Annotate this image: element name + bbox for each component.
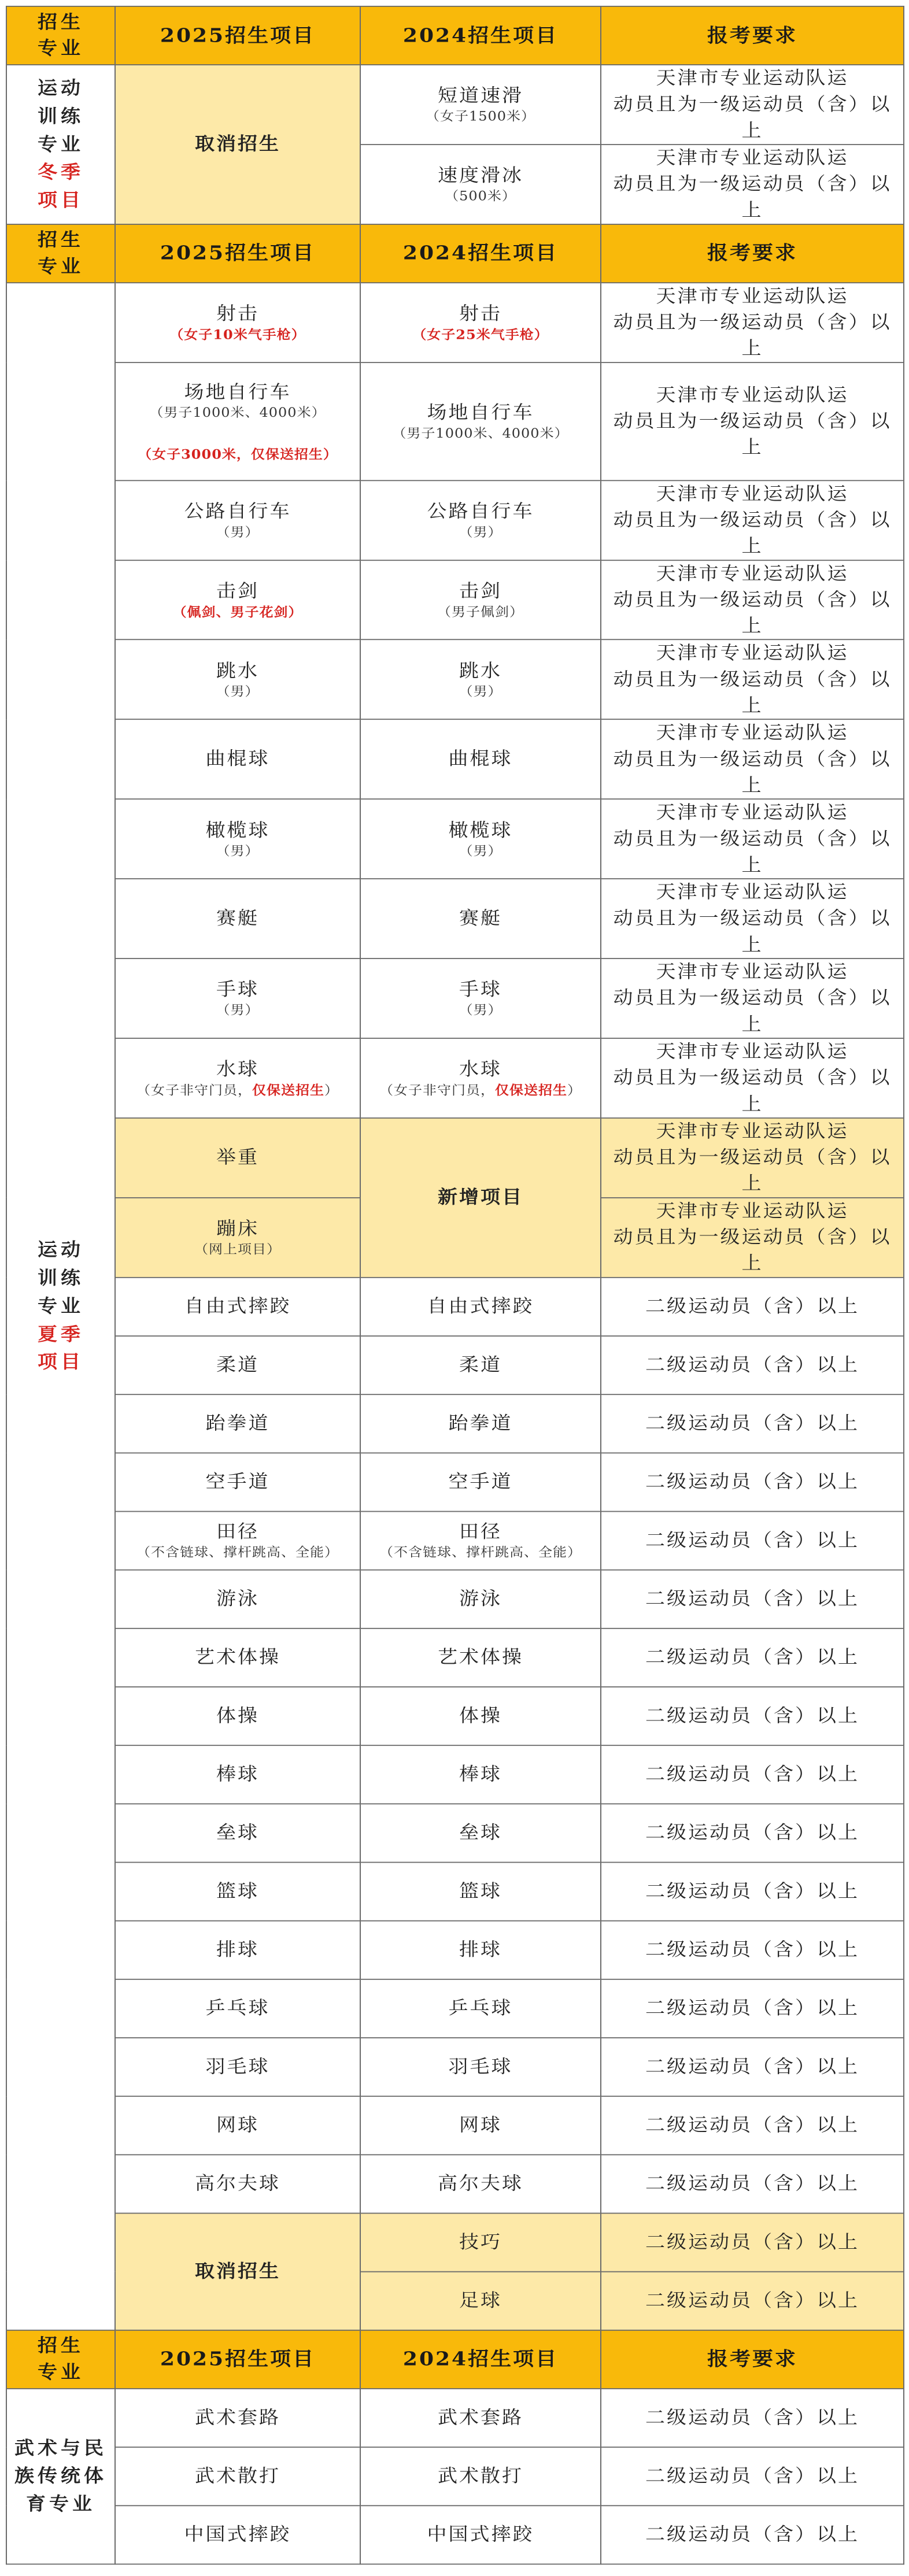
note-text: （男子1000米、4000米） [392, 425, 569, 441]
project-2024 [360, 879, 601, 958]
major-category-line: 训练 [38, 1267, 84, 1289]
project-note [118, 405, 357, 421]
note-text: （女子10米气手枪） [169, 327, 306, 343]
table-row [6, 2096, 904, 2155]
project-name: 中国式摔跤 [184, 2523, 291, 2545]
major-category-line: 项目 [38, 190, 84, 211]
table-row [6, 2505, 904, 2564]
note-end: ） [567, 1082, 582, 1098]
project-note [363, 1002, 598, 1019]
project-name: 击剑 [459, 580, 502, 602]
project-name: 垒球 [459, 1822, 502, 1844]
header-row [6, 6, 904, 65]
project-note [363, 188, 598, 205]
note-text: （男） [459, 1002, 502, 1018]
project-2025 [115, 1979, 360, 2037]
project-2025 [115, 799, 360, 879]
note-text: （男） [459, 843, 502, 858]
major-category-line: 夏季 [38, 1323, 84, 1345]
project-2025 [115, 720, 360, 800]
requirement: 二级运动员（含）以上 [601, 1394, 904, 1453]
project-2024 [360, 2096, 601, 2155]
project-name: 艺术体操 [438, 1646, 523, 1668]
project-name: 射击 [459, 303, 502, 325]
project-2024 [360, 1628, 601, 1686]
requirement: 二级运动员（含）以上 [601, 1804, 904, 1862]
header-major [6, 224, 115, 283]
project-2024 [360, 2038, 601, 2096]
requirement: 二级运动员（含）以上 [601, 1920, 904, 1979]
project-note [363, 109, 598, 125]
project-2024 [360, 720, 601, 800]
requirement: 二级运动员（含）以上 [601, 2096, 904, 2155]
project-name: 篮球 [459, 1880, 502, 1902]
note-text: （不含链球、撑杆跳高、全能） [136, 1545, 339, 1560]
requirement: 天津市专业运动队运 动员且为一级运动员（含）以上 [601, 362, 904, 480]
project-2025 [115, 1118, 360, 1198]
project-2024 [360, 640, 601, 720]
project-2024 [360, 1979, 601, 2037]
project-name: 网球 [216, 2114, 259, 2135]
project-name: 举重 [216, 1146, 259, 1168]
project-2024 [360, 1804, 601, 1862]
project-note [118, 1544, 357, 1561]
table-row [6, 560, 904, 640]
requirement: 二级运动员（含）以上 [601, 2389, 904, 2447]
table-row [6, 2213, 904, 2271]
requirement: 天津市专业运动队运 动员且为一级运动员（含）以上 [601, 283, 904, 362]
project-name: 体操 [459, 1704, 502, 1726]
requirement: 二级运动员（含）以上 [601, 1453, 904, 1511]
project-2025 [115, 879, 360, 958]
note-text: （佩剑、男子花剑） [172, 604, 303, 620]
project-2025 [115, 283, 360, 362]
table-row [6, 2447, 904, 2505]
new-project-label: 新增项目 [360, 1118, 601, 1278]
project-name: 羽毛球 [205, 2055, 270, 2077]
project-2025 [115, 1920, 360, 1979]
project-note [118, 843, 357, 860]
requirement: 天津市专业运动队运 动员且为一级运动员（含）以上 [601, 879, 904, 958]
header-major-line: 专业 [38, 38, 84, 59]
project-2024 [360, 560, 601, 640]
project-name: 足球 [459, 2289, 502, 2311]
project-2024 [360, 1336, 601, 1394]
project-2025 [115, 1336, 360, 1394]
project-2025 [115, 1198, 360, 1278]
project-note [363, 524, 598, 541]
requirement: 二级运动员（含）以上 [601, 2213, 904, 2271]
project-note [118, 1002, 357, 1019]
cancel-enrollment: 取消招生 [115, 2213, 360, 2330]
project-2025 [115, 2505, 360, 2564]
requirement: 天津市专业运动队运 动员且为一级运动员（含）以上 [601, 560, 904, 640]
project-2025 [115, 2038, 360, 2096]
project-name: 曲棍球 [205, 748, 270, 769]
project-name: 网球 [459, 2114, 502, 2135]
project-2025 [115, 2447, 360, 2505]
table-row [6, 2038, 904, 2096]
header-major-line: 招生 [38, 229, 84, 251]
note-text: （网上项目） [194, 1242, 281, 1257]
project-note [363, 683, 598, 700]
project-note [363, 425, 598, 442]
requirement: 二级运动员（含）以上 [601, 2447, 904, 2505]
major-category [6, 2389, 115, 2564]
project-name: 乒乓球 [205, 1997, 270, 2019]
table-row [6, 1453, 904, 1511]
project-name: 手球 [216, 979, 259, 1001]
project-2025 [115, 1038, 360, 1118]
project-2024 [360, 1862, 601, 1920]
project-name: 游泳 [216, 1587, 259, 1609]
project-2025 [115, 958, 360, 1038]
project-note-extra: （女子3000米，仅保送招生） [138, 446, 338, 462]
project-2024 [360, 1745, 601, 1804]
header-row [6, 224, 904, 283]
project-note [363, 1544, 598, 1561]
note-text: （女子25米气手枪） [412, 327, 549, 343]
project-name: 速度滑冰 [438, 165, 523, 187]
note-end: ） [324, 1082, 339, 1098]
project-name: 篮球 [216, 1880, 259, 1902]
note-text: （女子非守门员， [136, 1082, 252, 1098]
project-name: 羽毛球 [448, 2055, 513, 2077]
header-major [6, 6, 115, 65]
project-2024 [360, 480, 601, 560]
major-category-line: 族传统体 [14, 2465, 107, 2487]
project-name: 柔道 [459, 1353, 502, 1375]
project-name: 跳水 [216, 660, 259, 682]
project-name: 中国式摔跤 [427, 2523, 534, 2545]
note-text: （女子1500米） [425, 109, 536, 124]
requirement: 二级运动员（含）以上 [601, 2155, 904, 2213]
header-requirement: 报考要求 [601, 224, 904, 283]
header-2025: 2025招生项目 [115, 224, 360, 283]
requirement: 二级运动员（含）以上 [601, 1511, 904, 1570]
header-2024: 2024招生项目 [360, 6, 601, 65]
project-2025 [115, 640, 360, 720]
note-text: （男子佩剑） [437, 604, 524, 620]
project-name: 场地自行车 [184, 381, 291, 403]
table-row [6, 1394, 904, 1453]
project-name: 赛艇 [216, 907, 259, 929]
project-2025 [115, 560, 360, 640]
project-2025 [115, 480, 360, 560]
table-row [6, 1038, 904, 1118]
table-row [6, 1862, 904, 1920]
project-2025 [115, 2389, 360, 2447]
project-2025 [115, 1277, 360, 1335]
table-row [6, 1277, 904, 1335]
requirement: 二级运动员（含）以上 [601, 1745, 904, 1804]
requirement: 二级运动员（含）以上 [601, 1628, 904, 1686]
header-row [6, 2330, 904, 2388]
major-category-line: 冬季 [38, 161, 84, 183]
project-name: 田径 [216, 1521, 259, 1542]
header-requirement: 报考要求 [601, 6, 904, 65]
project-name: 乒乓球 [448, 1997, 513, 2019]
table-row [6, 65, 904, 145]
requirement: 二级运动员（含）以上 [601, 2505, 904, 2564]
project-name: 曲棍球 [448, 748, 513, 769]
project-note [363, 1082, 598, 1099]
project-name: 跆拳道 [448, 1412, 513, 1434]
project-2024 [360, 2389, 601, 2447]
project-name: 武术散打 [438, 2465, 523, 2486]
project-2024 [360, 2155, 601, 2213]
project-2025 [115, 362, 360, 480]
project-2024 [360, 1570, 601, 1628]
table-row [6, 799, 904, 879]
project-name: 武术套路 [195, 2406, 280, 2428]
major-category-line: 训练 [38, 105, 84, 127]
note-text: （不含链球、撑杆跳高、全能） [379, 1545, 582, 1560]
project-name: 水球 [459, 1058, 502, 1080]
header-2024: 2024招生项目 [360, 2330, 601, 2388]
table-row [6, 1804, 904, 1862]
project-2024 [360, 1277, 601, 1335]
requirement: 二级运动员（含）以上 [601, 2038, 904, 2096]
major-category-line: 专业 [38, 1295, 84, 1317]
project-name: 公路自行车 [184, 501, 291, 523]
major-category [6, 283, 115, 2330]
project-2025 [115, 1453, 360, 1511]
header-requirement: 报考要求 [601, 2330, 904, 2388]
admission-table [6, 6, 904, 2564]
project-name: 跳水 [459, 660, 502, 682]
project-2024 [360, 1687, 601, 1745]
project-2024 [360, 799, 601, 879]
table-row [6, 1570, 904, 1628]
project-name: 短道速滑 [438, 85, 523, 107]
header-major-line: 招生 [38, 11, 84, 33]
project-2024 [360, 1038, 601, 1118]
note-text: （男） [459, 684, 502, 699]
project-name: 赛艇 [459, 907, 502, 929]
table-row [6, 283, 904, 362]
requirement: 二级运动员（含）以上 [601, 1979, 904, 2037]
header-2025: 2025招生项目 [115, 2330, 360, 2388]
major-category-line: 专业 [38, 134, 84, 156]
table-row [6, 640, 904, 720]
requirement: 天津市专业运动队运 动员且为一级运动员（含）以上 [601, 1198, 904, 1278]
project-note [118, 1241, 357, 1258]
project-note [363, 604, 598, 621]
table-row [6, 2389, 904, 2447]
project-2024 [360, 958, 601, 1038]
project-2025 [115, 1394, 360, 1453]
header-major [6, 2330, 115, 2388]
project-name: 棒球 [216, 1763, 259, 1785]
project-name: 武术散打 [195, 2465, 280, 2486]
cancel-enrollment: 取消招生 [115, 65, 360, 224]
table-row [6, 720, 904, 800]
header-major-line: 专业 [38, 2361, 84, 2383]
project-name: 公路自行车 [427, 501, 534, 523]
project-name: 高尔夫球 [438, 2172, 523, 2194]
header-major-line: 招生 [38, 2335, 84, 2357]
project-name: 橄榄球 [205, 819, 270, 841]
project-2024 [360, 2505, 601, 2564]
requirement: 天津市专业运动队运 动员且为一级运动员（含）以上 [601, 799, 904, 879]
project-name: 柔道 [216, 1353, 259, 1375]
project-2024 [360, 65, 601, 145]
project-name: 空手道 [205, 1471, 270, 1493]
table-row [6, 480, 904, 560]
project-2024 [360, 2213, 601, 2271]
project-2024 [360, 283, 601, 362]
project-2025 [115, 1511, 360, 1570]
project-name: 蹦床 [216, 1217, 259, 1239]
project-name: 棒球 [459, 1763, 502, 1785]
project-name: 体操 [216, 1704, 259, 1726]
project-name: 高尔夫球 [195, 2172, 280, 2194]
project-note [118, 1082, 357, 1099]
project-2025 [115, 1804, 360, 1862]
note-highlight: 仅保送招生 [252, 1082, 324, 1098]
project-name: 垒球 [216, 1822, 259, 1844]
major-category-line: 运动 [38, 77, 84, 99]
table-row [6, 1628, 904, 1686]
requirement: 天津市专业运动队运 动员且为一级运动员（含）以上 [601, 720, 904, 800]
table-row [6, 1979, 904, 2037]
note-text: （男子1000米、4000米） [149, 405, 326, 420]
requirement: 二级运动员（含）以上 [601, 1570, 904, 1628]
requirement: 天津市专业运动队运 动员且为一级运动员（含）以上 [601, 480, 904, 560]
note-text: （女子非守门员， [379, 1082, 495, 1098]
project-2025 [115, 2096, 360, 2155]
note-text: （男） [216, 843, 260, 858]
requirement: 天津市专业运动队运 动员且为一级运动员（含）以上 [601, 65, 904, 145]
table-row [6, 2155, 904, 2213]
project-name: 排球 [459, 1938, 502, 1960]
project-2025 [115, 2155, 360, 2213]
table-row [6, 1336, 904, 1394]
header-major-line: 专业 [38, 256, 84, 277]
project-name: 橄榄球 [448, 819, 513, 841]
project-name: 技巧 [459, 2231, 502, 2253]
project-name: 空手道 [448, 1471, 513, 1493]
project-note [363, 327, 598, 343]
project-2024 [360, 2447, 601, 2505]
project-2024 [360, 2271, 601, 2330]
table-row [6, 1118, 904, 1198]
note-text: （男） [216, 524, 260, 540]
project-name: 排球 [216, 1938, 259, 1960]
project-2024 [360, 1394, 601, 1453]
project-note [118, 604, 357, 621]
project-note [118, 524, 357, 541]
note-text: （男） [459, 524, 502, 540]
requirement: 天津市专业运动队运 动员且为一级运动员（含）以上 [601, 1038, 904, 1118]
project-name: 艺术体操 [195, 1646, 280, 1668]
requirement: 二级运动员（含）以上 [601, 1336, 904, 1394]
project-name: 跆拳道 [205, 1412, 270, 1434]
table-row [6, 1920, 904, 1979]
table-row [6, 958, 904, 1038]
project-name: 武术套路 [438, 2406, 523, 2428]
requirement: 天津市专业运动队运 动员且为一级运动员（含）以上 [601, 145, 904, 224]
project-name: 手球 [459, 979, 502, 1001]
table-row [6, 362, 904, 480]
table-row [6, 1511, 904, 1570]
requirement: 天津市专业运动队运 动员且为一级运动员（含）以上 [601, 958, 904, 1038]
note-highlight: 仅保送招生 [495, 1082, 567, 1098]
project-2025 [115, 1687, 360, 1745]
major-category [6, 65, 115, 224]
project-2024 [360, 1453, 601, 1511]
note-text: （500米） [445, 188, 516, 204]
major-category-line: 项目 [38, 1351, 84, 1373]
requirement: 二级运动员（含）以上 [601, 1862, 904, 1920]
project-2024 [360, 1511, 601, 1570]
project-note [118, 327, 357, 343]
project-name: 游泳 [459, 1587, 502, 1609]
major-category-line: 运动 [38, 1239, 84, 1261]
requirement: 二级运动员（含）以上 [601, 1277, 904, 1335]
requirement: 二级运动员（含）以上 [601, 2271, 904, 2330]
note-text: （男） [216, 684, 260, 699]
project-2024 [360, 145, 601, 224]
project-2025 [115, 1745, 360, 1804]
major-category-line: 育专业 [26, 2493, 95, 2515]
project-name: 田径 [459, 1521, 502, 1542]
table-row [6, 879, 904, 958]
requirement: 天津市专业运动队运 动员且为一级运动员（含）以上 [601, 1118, 904, 1198]
table-row [6, 1745, 904, 1804]
project-2025 [115, 1628, 360, 1686]
project-name: 自由式摔跤 [184, 1295, 291, 1317]
project-2024 [360, 362, 601, 480]
project-2024 [360, 1920, 601, 1979]
requirement: 天津市专业运动队运 动员且为一级运动员（含）以上 [601, 640, 904, 720]
project-2025 [115, 1570, 360, 1628]
header-2025: 2025招生项目 [115, 6, 360, 65]
project-name: 自由式摔跤 [427, 1295, 534, 1317]
note-text: （男） [216, 1002, 260, 1018]
project-name: 水球 [216, 1058, 259, 1080]
table-row [6, 1687, 904, 1745]
header-2024: 2024招生项目 [360, 224, 601, 283]
project-name: 射击 [216, 303, 259, 325]
project-name: 场地自行车 [427, 402, 534, 424]
requirement: 二级运动员（含）以上 [601, 1687, 904, 1745]
major-category-line: 武术与民 [14, 2437, 107, 2459]
project-2025 [115, 1862, 360, 1920]
project-name: 击剑 [216, 580, 259, 602]
project-note [363, 843, 598, 860]
project-note [118, 683, 357, 700]
